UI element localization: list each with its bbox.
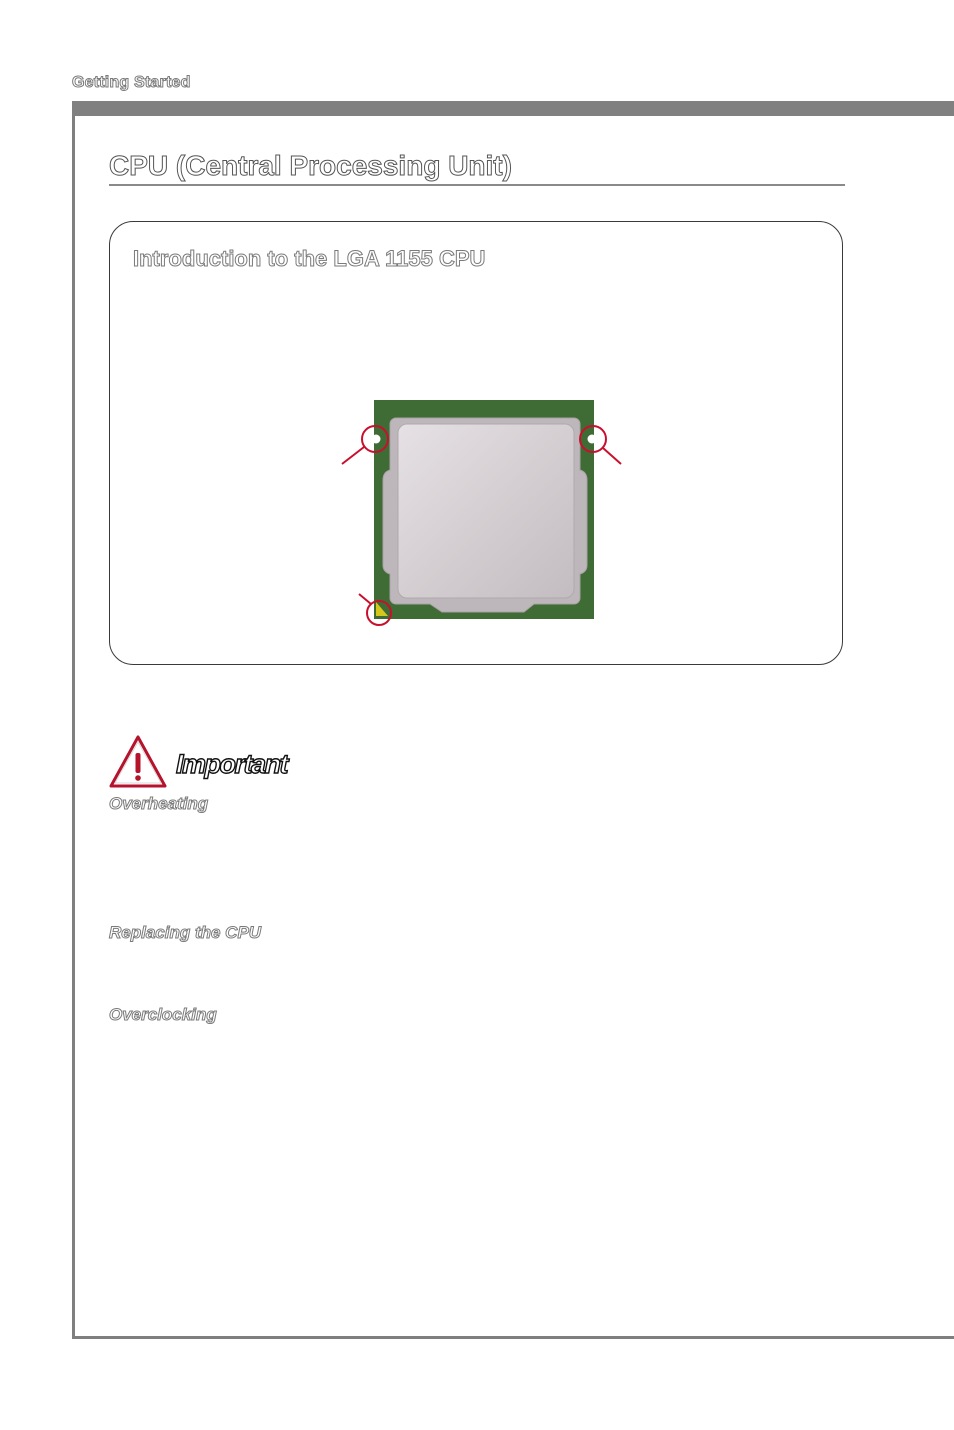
page-frame-left <box>72 101 75 1339</box>
callout-line-pin1 <box>359 594 371 604</box>
cpu-illustration <box>330 390 630 630</box>
alignment-notch-left <box>372 435 381 444</box>
callout-line-right <box>603 448 621 464</box>
callout-line-left <box>342 447 364 464</box>
cpu-heatspreader <box>398 424 574 598</box>
important-label: Important <box>176 749 287 779</box>
section-header: Getting Started <box>72 74 191 91</box>
page-title: CPU (Central Processing Unit) <box>109 150 512 181</box>
intro-heading: Introduction to the LGA 1155 CPU <box>133 246 486 271</box>
page-frame-bottom <box>72 1336 954 1339</box>
note-heading-overclocking: Overclocking <box>109 1005 217 1024</box>
title-underline <box>109 184 845 186</box>
note-heading-overheating: Overheating <box>109 794 209 813</box>
alignment-notch-right <box>588 435 597 444</box>
note-heading-replacing-cpu: Replacing the CPU <box>109 923 262 942</box>
page-frame-top-bar <box>72 101 954 116</box>
